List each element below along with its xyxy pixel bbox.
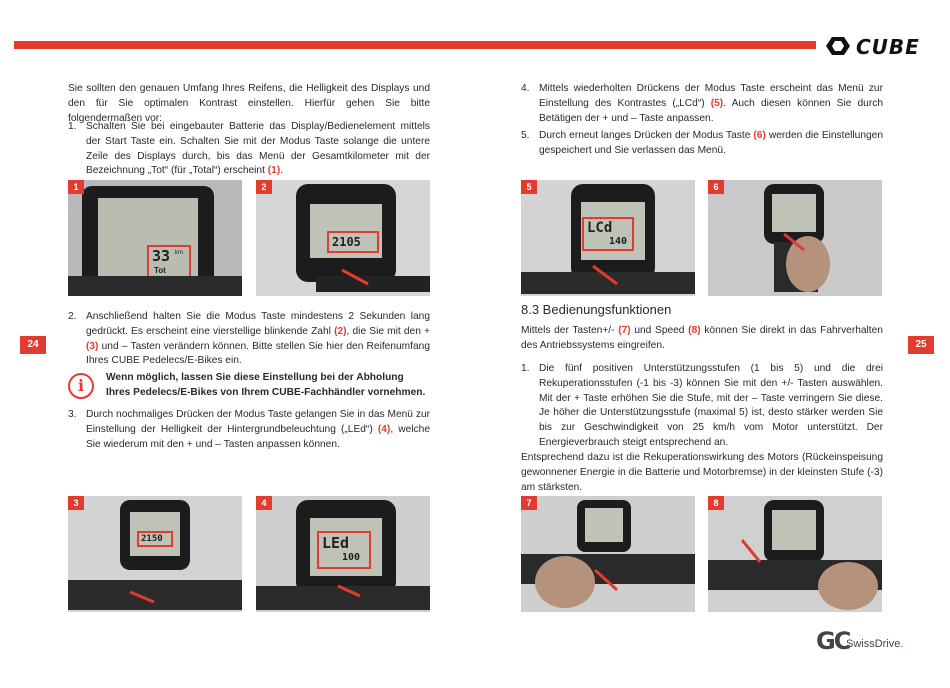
photo-display-7: [521, 496, 695, 612]
item-text: Durch nochmaliges Drücken der Modus Taste gelangen Sie in das Menü zur Einstellung der Helligkeit der Hintergrundbeleuchtung („LEd“): [86, 409, 430, 435]
recuperation-paragraph: Entsprechend dazu ist die Rekuperationswirkung des Motors (Rückeinspeisung gewonnener Energie in die Batterie und Motorbremse) in der kleinsten Stufe (-3) am stärksten.: [521, 452, 883, 493]
right-item-5: [521, 129, 883, 161]
item-text: , die Sie mit den +: [346, 325, 430, 337]
page-number-right: 25: [908, 336, 934, 354]
item-body: [86, 310, 430, 369]
cube-logo: [822, 35, 942, 57]
photo-display-1: [68, 180, 242, 296]
intro-text: können Sie direkt in das Fahrverhalten des Antriebssystems eingreifen.: [521, 325, 883, 351]
photo-label: 3: [68, 496, 84, 510]
photo-display-5: [521, 180, 695, 296]
item-text: und – Tasten verändern können. Bitte stellen Sie hier den Reifenumfang Ihres CUBE Pedelecs/E-Bikes ein.: [86, 340, 430, 367]
item-body: [86, 120, 430, 179]
display-value: 140: [609, 236, 628, 247]
footer-logo-text: [846, 638, 903, 650]
figure-ref: (5): [710, 97, 724, 109]
figure-ref: (8): [688, 325, 701, 336]
display-readout: 2150: [141, 534, 163, 544]
item-text: werden die Einstellungen gespeichert und Sie verlassen das Menü.: [539, 130, 884, 156]
display-illustration: [68, 180, 242, 296]
intro-text: und Speed: [634, 325, 685, 336]
item-number: 4.: [521, 83, 530, 94]
figure-ref: (6): [753, 130, 766, 141]
display-label: Tot: [154, 266, 166, 275]
footer-logo-swiss: SwissDrive: [846, 638, 901, 650]
display-illustration: [521, 496, 695, 612]
item-text: Anschließend halten Sie die Modus Taste mindestens 2 Sekunden lang gedrückt. Es erscheint eine vierstellige blinkende Zahl: [86, 311, 430, 337]
display-readout: LEd: [322, 534, 350, 552]
photo-label: 6: [708, 180, 724, 194]
section-intro: [521, 324, 883, 354]
photo-display-8: [708, 496, 882, 612]
item-number: 5.: [521, 130, 530, 141]
display-illustration: [708, 496, 882, 612]
photo-label: 1: [68, 180, 84, 194]
item-body: [539, 129, 883, 159]
item-body: [539, 82, 883, 126]
photo-label: 7: [521, 496, 537, 510]
item-number: 3.: [68, 409, 77, 420]
photo-display-4: [256, 496, 430, 612]
footer-logo-gc: GC: [816, 627, 850, 655]
photo-label: 4: [256, 496, 272, 510]
display-illustration: [68, 496, 242, 612]
cube-logo-text: CUBE: [856, 35, 920, 59]
cube-hex-icon: [826, 36, 852, 56]
intro-text: Mittels der Tasten+/-: [521, 325, 615, 336]
figure-ref: (7): [618, 325, 631, 336]
section-title: 8.3 Bedienungsfunktionen: [521, 302, 672, 317]
right-item-4: [521, 82, 883, 128]
warning-text: Wenn möglich, lassen Sie diese Einstellung bei der Abholung Ihres Pedelecs/E-Bikes von Ihrem CUBE-Fachhändler vornehmen.: [106, 372, 426, 398]
left-item-2: [68, 310, 430, 367]
photo-display-6: [708, 180, 882, 296]
photo-label: 8: [708, 496, 724, 510]
header-red-bar-right: [474, 41, 816, 49]
photo-display-2: [256, 180, 430, 296]
display-readout: LCd: [587, 220, 613, 236]
item-text: Durch erneut langes Drücken der Modus Taste: [539, 130, 751, 141]
item-body: [86, 408, 430, 452]
item-number: 2.: [68, 311, 77, 322]
item-text: Die fünf positiven Unterstützungsstufen (1 bis 5) und die drei Rekuperationsstufen (-1 bis -3) können Sie mit den +/- Tasten auswählen. Mit der + Taste erhöhen Sie die Stufe, mit der – Taste verringern Sie diese. Je höher die Unterstützungsstufe (maximal 5) ist, desto stärker werden Sie bis zur Geschwindigkeit von 25 km/h vom Motor unterstützt. Der Energieverbrauch steigt entsprechend an.: [539, 363, 883, 448]
display-readout: 33: [152, 247, 171, 265]
display-value: 100: [342, 552, 361, 563]
item-text: , welche Sie wiederum mit den + und – Tasten anpassen können.: [86, 423, 430, 450]
photo-label: 2: [256, 180, 272, 194]
display-illustration: [521, 180, 695, 296]
item-text: Schalten Sie bei eingebauter Batterie das Display/Bedienelement mittels der Start Taste ein. Schalten Sie mit der Modus Taste solange die untere Zeile des Displays durch, bis das Menü der Gesamtkilometer mit der Bezeichnung „Tot“ (für „Total“) erscheint: [86, 121, 430, 177]
item-text: . Auch diesen können Sie durch Betätigen der + und – Taste anpassen.: [539, 97, 883, 124]
figure-ref: (4): [377, 423, 391, 435]
info-warning-icon: i: [68, 373, 94, 399]
left-item-1: [68, 120, 430, 177]
item-number: 1.: [521, 363, 530, 374]
figure-ref: (3): [86, 340, 99, 352]
display-illustration: [708, 180, 882, 296]
figure-ref: (2): [334, 325, 347, 337]
item-number: 1.: [68, 121, 77, 132]
left-item-3: [68, 408, 430, 454]
item-text: Mittels wiederholten Drückens der Modus Taste erscheint das Menü zur Einstellung des Kontrastes („LCd“): [539, 83, 883, 109]
page-number-left: 24: [20, 336, 46, 354]
photo-display-3: [68, 496, 242, 612]
swissdrive-footer-logo: [816, 627, 916, 653]
header-red-bar-left: [14, 41, 474, 49]
item-text-end: .: [280, 165, 284, 177]
right-item-1: [521, 362, 883, 448]
display-unit: km: [175, 250, 183, 256]
footer-logo-dot: .: [900, 638, 904, 650]
figure-ref: (1): [267, 165, 281, 177]
display-readout: 2105: [332, 235, 361, 249]
photo-label: 5: [521, 180, 537, 194]
left-intro-text: Sie sollten den genauen Umfang Ihres Reifens, die Helligkeit des Displays und den für Sie optimalen Kontrast einstellen. Hierfür gehen Sie bitte folgendermaßen vor:: [68, 83, 430, 124]
